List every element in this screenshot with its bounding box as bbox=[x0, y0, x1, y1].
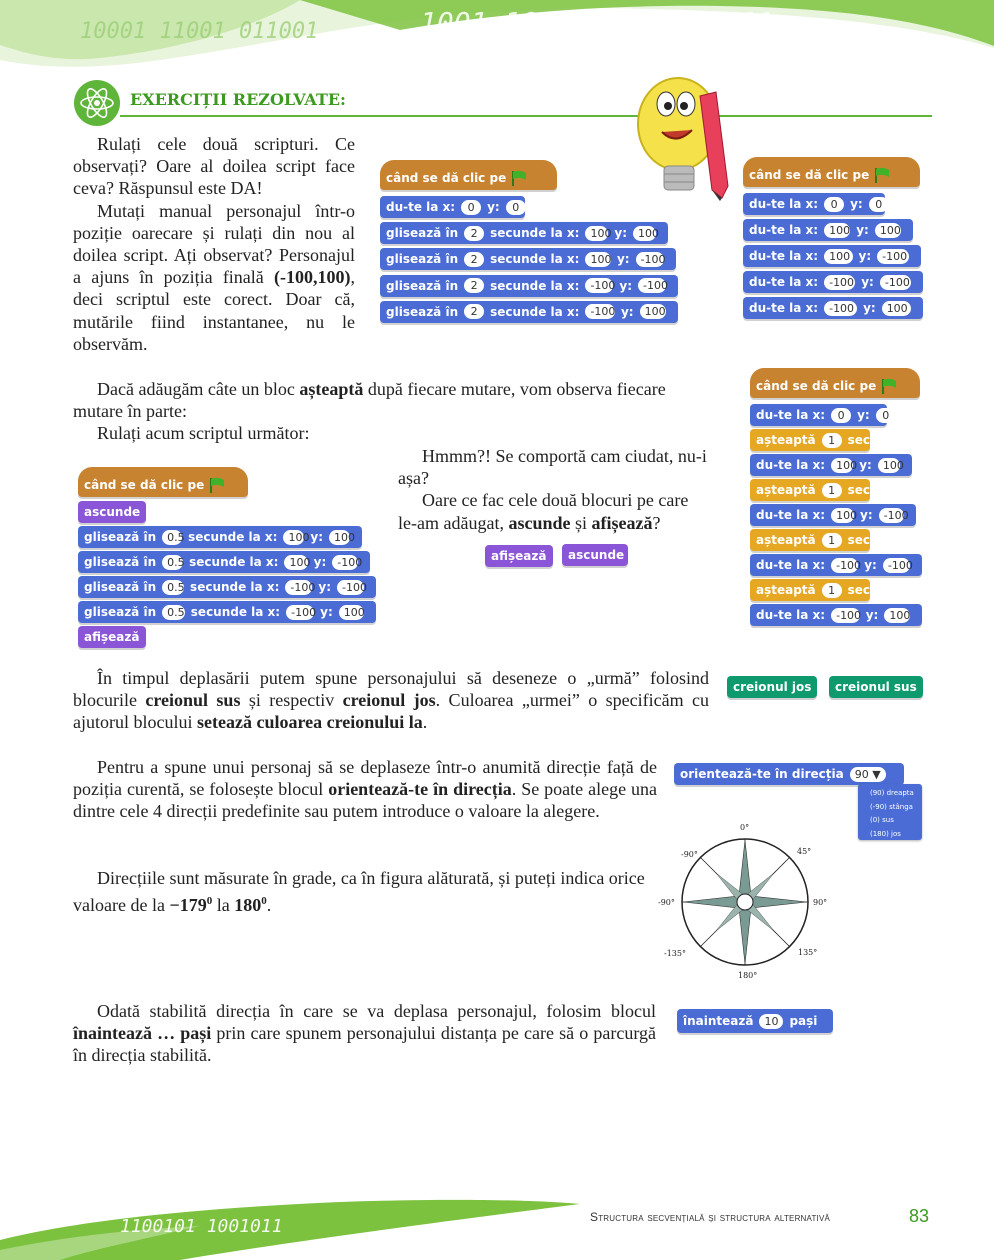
hide-keyword: ascunde bbox=[508, 512, 571, 533]
glide-block[interactable] bbox=[78, 551, 370, 573]
dropdown-arrow-icon: ▼ bbox=[872, 767, 881, 781]
glide-time-input[interactable]: 2 bbox=[464, 226, 484, 241]
when-flag-clicked-block[interactable] bbox=[380, 160, 557, 190]
glide-x-input[interactable]: 100 bbox=[284, 555, 307, 570]
hat-label: când se dă clic pe bbox=[386, 171, 507, 185]
show-keyword: afișează bbox=[591, 512, 653, 533]
glide-x-input[interactable]: 100 bbox=[585, 252, 611, 267]
goto-y-input[interactable]: 100 bbox=[875, 223, 901, 238]
wait-block[interactable] bbox=[750, 579, 870, 601]
seconds-label: secunde la x: bbox=[490, 252, 580, 267]
wait-block[interactable] bbox=[750, 529, 870, 551]
pen-t3: și respectiv bbox=[240, 690, 343, 711]
menu-item-left[interactable]: (-90) stânga bbox=[870, 802, 913, 811]
sec-label: sec bbox=[847, 533, 871, 547]
wait-label: așteaptă bbox=[756, 583, 816, 597]
goto-y-input[interactable]: -100 bbox=[879, 508, 904, 523]
compass-label-right: 90° bbox=[813, 898, 828, 907]
goto-y-input[interactable]: 100 bbox=[882, 301, 911, 316]
glide-block[interactable] bbox=[380, 222, 668, 244]
glide-x-input[interactable]: 100 bbox=[283, 530, 304, 545]
point-keyword: orientează-te în direcția bbox=[328, 779, 512, 800]
goto-block[interactable] bbox=[750, 554, 922, 576]
y-label: y: bbox=[310, 530, 324, 544]
direction-paragraph bbox=[73, 756, 657, 823]
direction-text bbox=[73, 756, 657, 823]
pen-down-block[interactable] bbox=[727, 676, 817, 698]
compass-label-top: 0° bbox=[740, 823, 750, 832]
goto-block[interactable] bbox=[743, 271, 923, 293]
glide-x-input[interactable]: 100 bbox=[585, 226, 608, 241]
y-label: y: bbox=[614, 226, 628, 240]
direction-value: 90 bbox=[854, 767, 869, 781]
pen-t5: . Culoarea „urmei” o specificăm cu ajutorul blocului bbox=[73, 690, 709, 733]
glide-y-input[interactable]: 100 bbox=[339, 605, 364, 620]
seconds-label: secunde la x: bbox=[490, 226, 580, 240]
move-steps-block[interactable] bbox=[677, 1009, 833, 1033]
glide-block[interactable] bbox=[380, 275, 678, 297]
hmm-paragraph-2 bbox=[398, 489, 710, 533]
glide-time-input[interactable]: 0.5 bbox=[162, 555, 183, 570]
atom-icon bbox=[72, 78, 122, 128]
page-number: 83 bbox=[909, 1206, 930, 1226]
goto-block[interactable] bbox=[750, 604, 922, 626]
glide-y-input[interactable]: 100 bbox=[640, 304, 666, 319]
top-decoration bbox=[0, 0, 994, 80]
deg-end: . bbox=[266, 895, 272, 916]
hat-label: când se dă clic pe bbox=[749, 168, 870, 182]
glide-block[interactable] bbox=[78, 576, 376, 598]
footer-chapter: Structura secvențială și structura alternativă bbox=[590, 1210, 831, 1224]
goto-label: du-te la x: bbox=[749, 223, 819, 237]
pen-up-block[interactable] bbox=[829, 676, 923, 698]
glide-y-input[interactable]: -100 bbox=[636, 252, 664, 267]
glide-y-input[interactable]: -100 bbox=[337, 580, 364, 595]
green-flag-icon bbox=[510, 170, 528, 186]
y-label: y: bbox=[865, 608, 879, 622]
compass-label-top-left: -90° bbox=[681, 850, 698, 859]
wait-p1-end: după fiecare mutare, vom observa fiecare mutare în parte: bbox=[73, 379, 666, 422]
glide-label: glisează în bbox=[84, 605, 157, 619]
y-label: y: bbox=[318, 580, 331, 594]
glide-x-input[interactable]: -100 bbox=[585, 304, 615, 319]
y-label: y: bbox=[487, 200, 500, 214]
goto-y-input[interactable]: 100 bbox=[878, 458, 900, 473]
final-position: (-100,100) bbox=[274, 267, 351, 288]
goto-y-input[interactable]: 0 bbox=[876, 408, 896, 423]
intro-p2-text: Mutați manual personajul într-o poziție oarecare și rulați din nou al doilea script. Ați observat? Personajul a ajuns în poziția finală bbox=[73, 200, 355, 288]
goto-label: du-te la x: bbox=[749, 301, 819, 315]
pen-color-keyword: setează culoarea creionului la bbox=[196, 712, 423, 733]
sec-label: sec bbox=[847, 583, 871, 597]
hide-block[interactable] bbox=[78, 501, 146, 523]
move-paragraph bbox=[73, 1000, 656, 1067]
compass-label-bottom-right: 135° bbox=[798, 948, 818, 957]
goto-label: du-te la x: bbox=[756, 508, 826, 522]
pen-down-label: creionul jos bbox=[733, 680, 812, 694]
glide-time-input[interactable]: 0.5 bbox=[162, 530, 182, 545]
move-label: înaintează bbox=[683, 1014, 754, 1028]
goto-label: du-te la x: bbox=[756, 458, 826, 472]
y-label: y: bbox=[856, 223, 869, 237]
pen-t1: În timpul deplasării putem spune personajului să deseneze o „urmă” folosind blocurile bbox=[73, 668, 709, 711]
goto-block[interactable] bbox=[743, 245, 921, 267]
move-t3: prin care spunem personajului distanța pe care să o parcurgă în direcția stabilită. bbox=[73, 1023, 656, 1066]
glide-y-input[interactable]: 100 bbox=[633, 226, 656, 241]
goto-x-input[interactable]: 0 bbox=[824, 197, 844, 212]
when-flag-clicked-block[interactable] bbox=[750, 368, 920, 398]
hmm-paragraph-1: Hmmm?! Se comportă cam ciudat, nu-i așa? bbox=[398, 446, 707, 489]
degrees-text bbox=[73, 867, 653, 916]
goto-label: du-te la x: bbox=[756, 608, 826, 622]
compass-label-left: -90° bbox=[658, 898, 675, 907]
dir-t3: . Se poate alege una dintre cele 4 direcții predefinite sau putem introduce o valoare la alegere. bbox=[73, 779, 658, 822]
min-degree: −179 bbox=[169, 895, 207, 916]
goto-block[interactable] bbox=[380, 196, 525, 218]
wait-block[interactable] bbox=[750, 429, 870, 451]
move-text bbox=[73, 1000, 656, 1067]
seconds-label: secunde la x: bbox=[189, 555, 279, 569]
goto-x-input[interactable]: 0 bbox=[461, 200, 481, 215]
glide-x-input[interactable]: -100 bbox=[585, 278, 613, 293]
goto-x-input[interactable]: 100 bbox=[824, 223, 850, 238]
wait-seconds-input[interactable]: 1 bbox=[822, 583, 842, 598]
glide-label: glisează în bbox=[386, 226, 459, 240]
intro-paragraph-1: Rulați cele două scripturi. Ce observați? Oare al doilea script face ceva? Răspunsul este DA! bbox=[73, 134, 355, 199]
hide-label: ascunde bbox=[568, 548, 625, 562]
deg-t1: Direcțiile sunt măsurate în grade, ca în figura alăturată, și puteți indica orice valoare de la bbox=[73, 868, 645, 916]
goto-block[interactable] bbox=[743, 219, 913, 241]
glide-time-input[interactable]: 2 bbox=[464, 278, 484, 293]
glide-y-input[interactable]: 100 bbox=[329, 530, 350, 545]
glide-time-input[interactable]: 0.5 bbox=[162, 580, 184, 595]
intro-text bbox=[73, 133, 355, 355]
wait-label: așteaptă bbox=[756, 533, 816, 547]
y-label: y: bbox=[860, 508, 873, 522]
dir-t1: Pentru a spune unui personaj să se deplaseze într-o anumită direcție față de poziția curentă, se folosește blocul bbox=[73, 757, 657, 800]
goto-x-input[interactable]: 100 bbox=[831, 508, 854, 523]
y-label: y: bbox=[850, 197, 863, 211]
point-label: orientează-te în direcția bbox=[680, 767, 844, 781]
goto-y-input[interactable]: -100 bbox=[880, 275, 911, 290]
y-label: y: bbox=[864, 558, 877, 572]
point-in-direction-block[interactable] bbox=[674, 763, 904, 785]
seconds-label: secunde la x: bbox=[188, 530, 278, 544]
direction-menu bbox=[858, 784, 922, 840]
wait-paragraph-1 bbox=[73, 378, 713, 422]
menu-item-down[interactable]: (180) jos bbox=[870, 829, 901, 838]
menu-item-right[interactable]: (90) dreapta bbox=[870, 789, 914, 797]
hat-label: când se dă clic pe bbox=[84, 478, 205, 492]
deg-sup-1: 0 bbox=[206, 895, 213, 908]
goto-x-input[interactable]: 0 bbox=[831, 408, 851, 423]
glide-time-input[interactable]: 0.5 bbox=[162, 605, 185, 620]
y-label: y: bbox=[619, 278, 633, 293]
steps-label: pași bbox=[789, 1014, 818, 1028]
y-label: y: bbox=[863, 301, 876, 315]
section-title: EXERCIȚII REZOLVATE: bbox=[130, 90, 346, 109]
wait-keyword: așteaptă bbox=[299, 379, 364, 399]
goto-x-input[interactable]: -100 bbox=[831, 608, 860, 623]
goto-label: du-te la x: bbox=[756, 558, 826, 572]
show-label: afișează bbox=[84, 630, 140, 644]
glide-block[interactable] bbox=[78, 601, 376, 623]
goto-y-input[interactable]: -100 bbox=[877, 249, 909, 264]
svg-text:1100101 1001011: 1100101 1001011 bbox=[120, 1216, 283, 1237]
glide-block[interactable] bbox=[380, 301, 678, 323]
hide-block-standalone[interactable] bbox=[562, 544, 628, 566]
goto-y-input[interactable]: -100 bbox=[883, 558, 910, 573]
max-degree: 180 bbox=[234, 895, 262, 916]
goto-x-input[interactable]: 100 bbox=[824, 249, 852, 264]
sec-label: sec bbox=[847, 483, 871, 497]
wait-text bbox=[73, 378, 713, 445]
show-block-standalone[interactable] bbox=[485, 545, 553, 567]
wait-paragraph-2: Rulați acum scriptul următor: bbox=[97, 423, 310, 444]
goto-block[interactable] bbox=[750, 454, 912, 476]
move-steps-input[interactable]: 10 bbox=[759, 1014, 783, 1029]
seconds-label: secunde la x: bbox=[490, 278, 580, 293]
goto-x-input[interactable]: 100 bbox=[831, 458, 853, 473]
seconds-label: secunde la x: bbox=[190, 580, 280, 594]
goto-label: du-te la x: bbox=[749, 275, 819, 289]
green-flag-icon bbox=[873, 167, 891, 183]
glide-y-input[interactable]: -100 bbox=[638, 278, 666, 293]
glide-x-input[interactable]: -100 bbox=[286, 605, 314, 620]
seconds-label: secunde la x: bbox=[190, 605, 281, 619]
when-flag-clicked-block[interactable] bbox=[78, 467, 248, 497]
glide-x-input[interactable]: -100 bbox=[285, 580, 312, 595]
compass-label-bottom: 180° bbox=[738, 971, 758, 980]
intro-paragraph-2 bbox=[73, 200, 355, 355]
pen-paragraph bbox=[73, 667, 709, 734]
goto-y-input[interactable]: 0 bbox=[506, 200, 526, 215]
seconds-label: secunde la x: bbox=[490, 304, 580, 319]
hmm-text bbox=[398, 445, 710, 534]
move-t1: Odată stabilită direcția în care se va deplasa personajul, folosim blocul bbox=[97, 1001, 656, 1021]
goto-label: du-te la x: bbox=[749, 249, 819, 263]
menu-item-up[interactable]: (0) sus bbox=[870, 816, 894, 824]
glide-block[interactable] bbox=[380, 248, 676, 270]
hmm-question: ? bbox=[652, 512, 661, 533]
goto-block[interactable] bbox=[750, 504, 916, 526]
wait-p1-text: Dacă adăugăm câte un bloc bbox=[97, 379, 300, 399]
sec-label: sec bbox=[847, 433, 871, 447]
hide-label: ascunde bbox=[84, 505, 141, 519]
wait-seconds-input[interactable]: 1 bbox=[822, 433, 842, 448]
glide-y-input[interactable]: -100 bbox=[332, 555, 358, 570]
glide-block[interactable] bbox=[78, 526, 362, 548]
wait-seconds-input[interactable]: 1 bbox=[822, 483, 842, 498]
glide-label: glisează în bbox=[84, 530, 157, 544]
when-flag-clicked-block[interactable] bbox=[743, 157, 920, 187]
show-block[interactable] bbox=[78, 626, 146, 648]
section-divider bbox=[120, 115, 932, 117]
intro-p2-end: , deci scriptul este corect. Doar că, mutările fiind instantanee, nu le observăm. bbox=[73, 267, 355, 354]
glide-time-input[interactable]: 2 bbox=[464, 304, 484, 319]
goto-x-input[interactable]: -100 bbox=[831, 558, 858, 573]
goto-block[interactable] bbox=[750, 404, 890, 426]
pen-text bbox=[73, 667, 709, 734]
glide-label: glisează în bbox=[386, 278, 459, 293]
goto-y-input[interactable]: 100 bbox=[884, 608, 910, 623]
goto-label: du-te la x: bbox=[749, 197, 819, 211]
wait-label: așteaptă bbox=[756, 483, 816, 497]
goto-label: du-te la x: bbox=[756, 408, 826, 422]
goto-block[interactable] bbox=[743, 193, 885, 215]
hmm-and: și bbox=[570, 512, 592, 533]
show-label: afișează bbox=[491, 549, 547, 563]
compass-diagram bbox=[650, 818, 840, 984]
wait-label: așteaptă bbox=[756, 433, 816, 447]
bottom-decoration bbox=[0, 1190, 600, 1260]
hat-label: când se dă clic pe bbox=[756, 379, 877, 393]
wait-seconds-input[interactable]: 1 bbox=[822, 533, 842, 548]
pen-up-keyword: creionul sus bbox=[145, 690, 241, 711]
pen-t7: . bbox=[422, 712, 428, 733]
glide-label: glisează în bbox=[386, 252, 459, 267]
y-label: y: bbox=[320, 605, 333, 619]
glide-label: glisează în bbox=[386, 304, 459, 319]
compass-label-top-right: 45° bbox=[797, 847, 812, 856]
glide-label: glisează în bbox=[84, 555, 157, 569]
green-flag-icon bbox=[880, 378, 898, 394]
y-label: y: bbox=[857, 408, 870, 422]
y-label: y: bbox=[861, 275, 874, 289]
hmm-p2-text: Oare ce fac cele două blocuri pe care le-am adăugat, bbox=[398, 490, 689, 533]
goto-x-input[interactable]: -100 bbox=[824, 275, 855, 290]
wait-block[interactable] bbox=[750, 479, 870, 501]
move-keyword: înaintează … pași bbox=[73, 1023, 212, 1044]
goto-label: du-te la x: bbox=[386, 200, 456, 214]
goto-x-input[interactable]: -100 bbox=[824, 301, 857, 316]
green-flag-icon bbox=[208, 477, 226, 493]
y-label: y: bbox=[616, 252, 630, 267]
glide-time-input[interactable]: 2 bbox=[464, 252, 484, 267]
svg-text:10001 11001 011001: 10001 11001 011001 bbox=[80, 19, 319, 44]
degrees-paragraph bbox=[73, 867, 653, 916]
pen-up-label: creionul sus bbox=[835, 680, 917, 694]
y-label: y: bbox=[858, 249, 872, 263]
y-label: y: bbox=[859, 458, 872, 472]
y-label: y: bbox=[620, 304, 634, 319]
goto-y-input[interactable]: 0 bbox=[869, 197, 889, 212]
direction-dropdown[interactable] bbox=[850, 767, 886, 782]
y-label: y: bbox=[313, 555, 327, 569]
lightbulb-mascot-icon bbox=[628, 66, 738, 201]
compass-label-bottom-left: -135° bbox=[664, 949, 686, 958]
pen-down-keyword: creionul jos bbox=[342, 690, 436, 711]
deg-la: la bbox=[212, 895, 235, 916]
glide-label: glisează în bbox=[84, 580, 157, 594]
binary-decoration: 1001 1001101010101011 bbox=[420, 6, 775, 39]
goto-block[interactable] bbox=[743, 297, 923, 319]
deg-sup-2: 0 bbox=[261, 895, 267, 908]
